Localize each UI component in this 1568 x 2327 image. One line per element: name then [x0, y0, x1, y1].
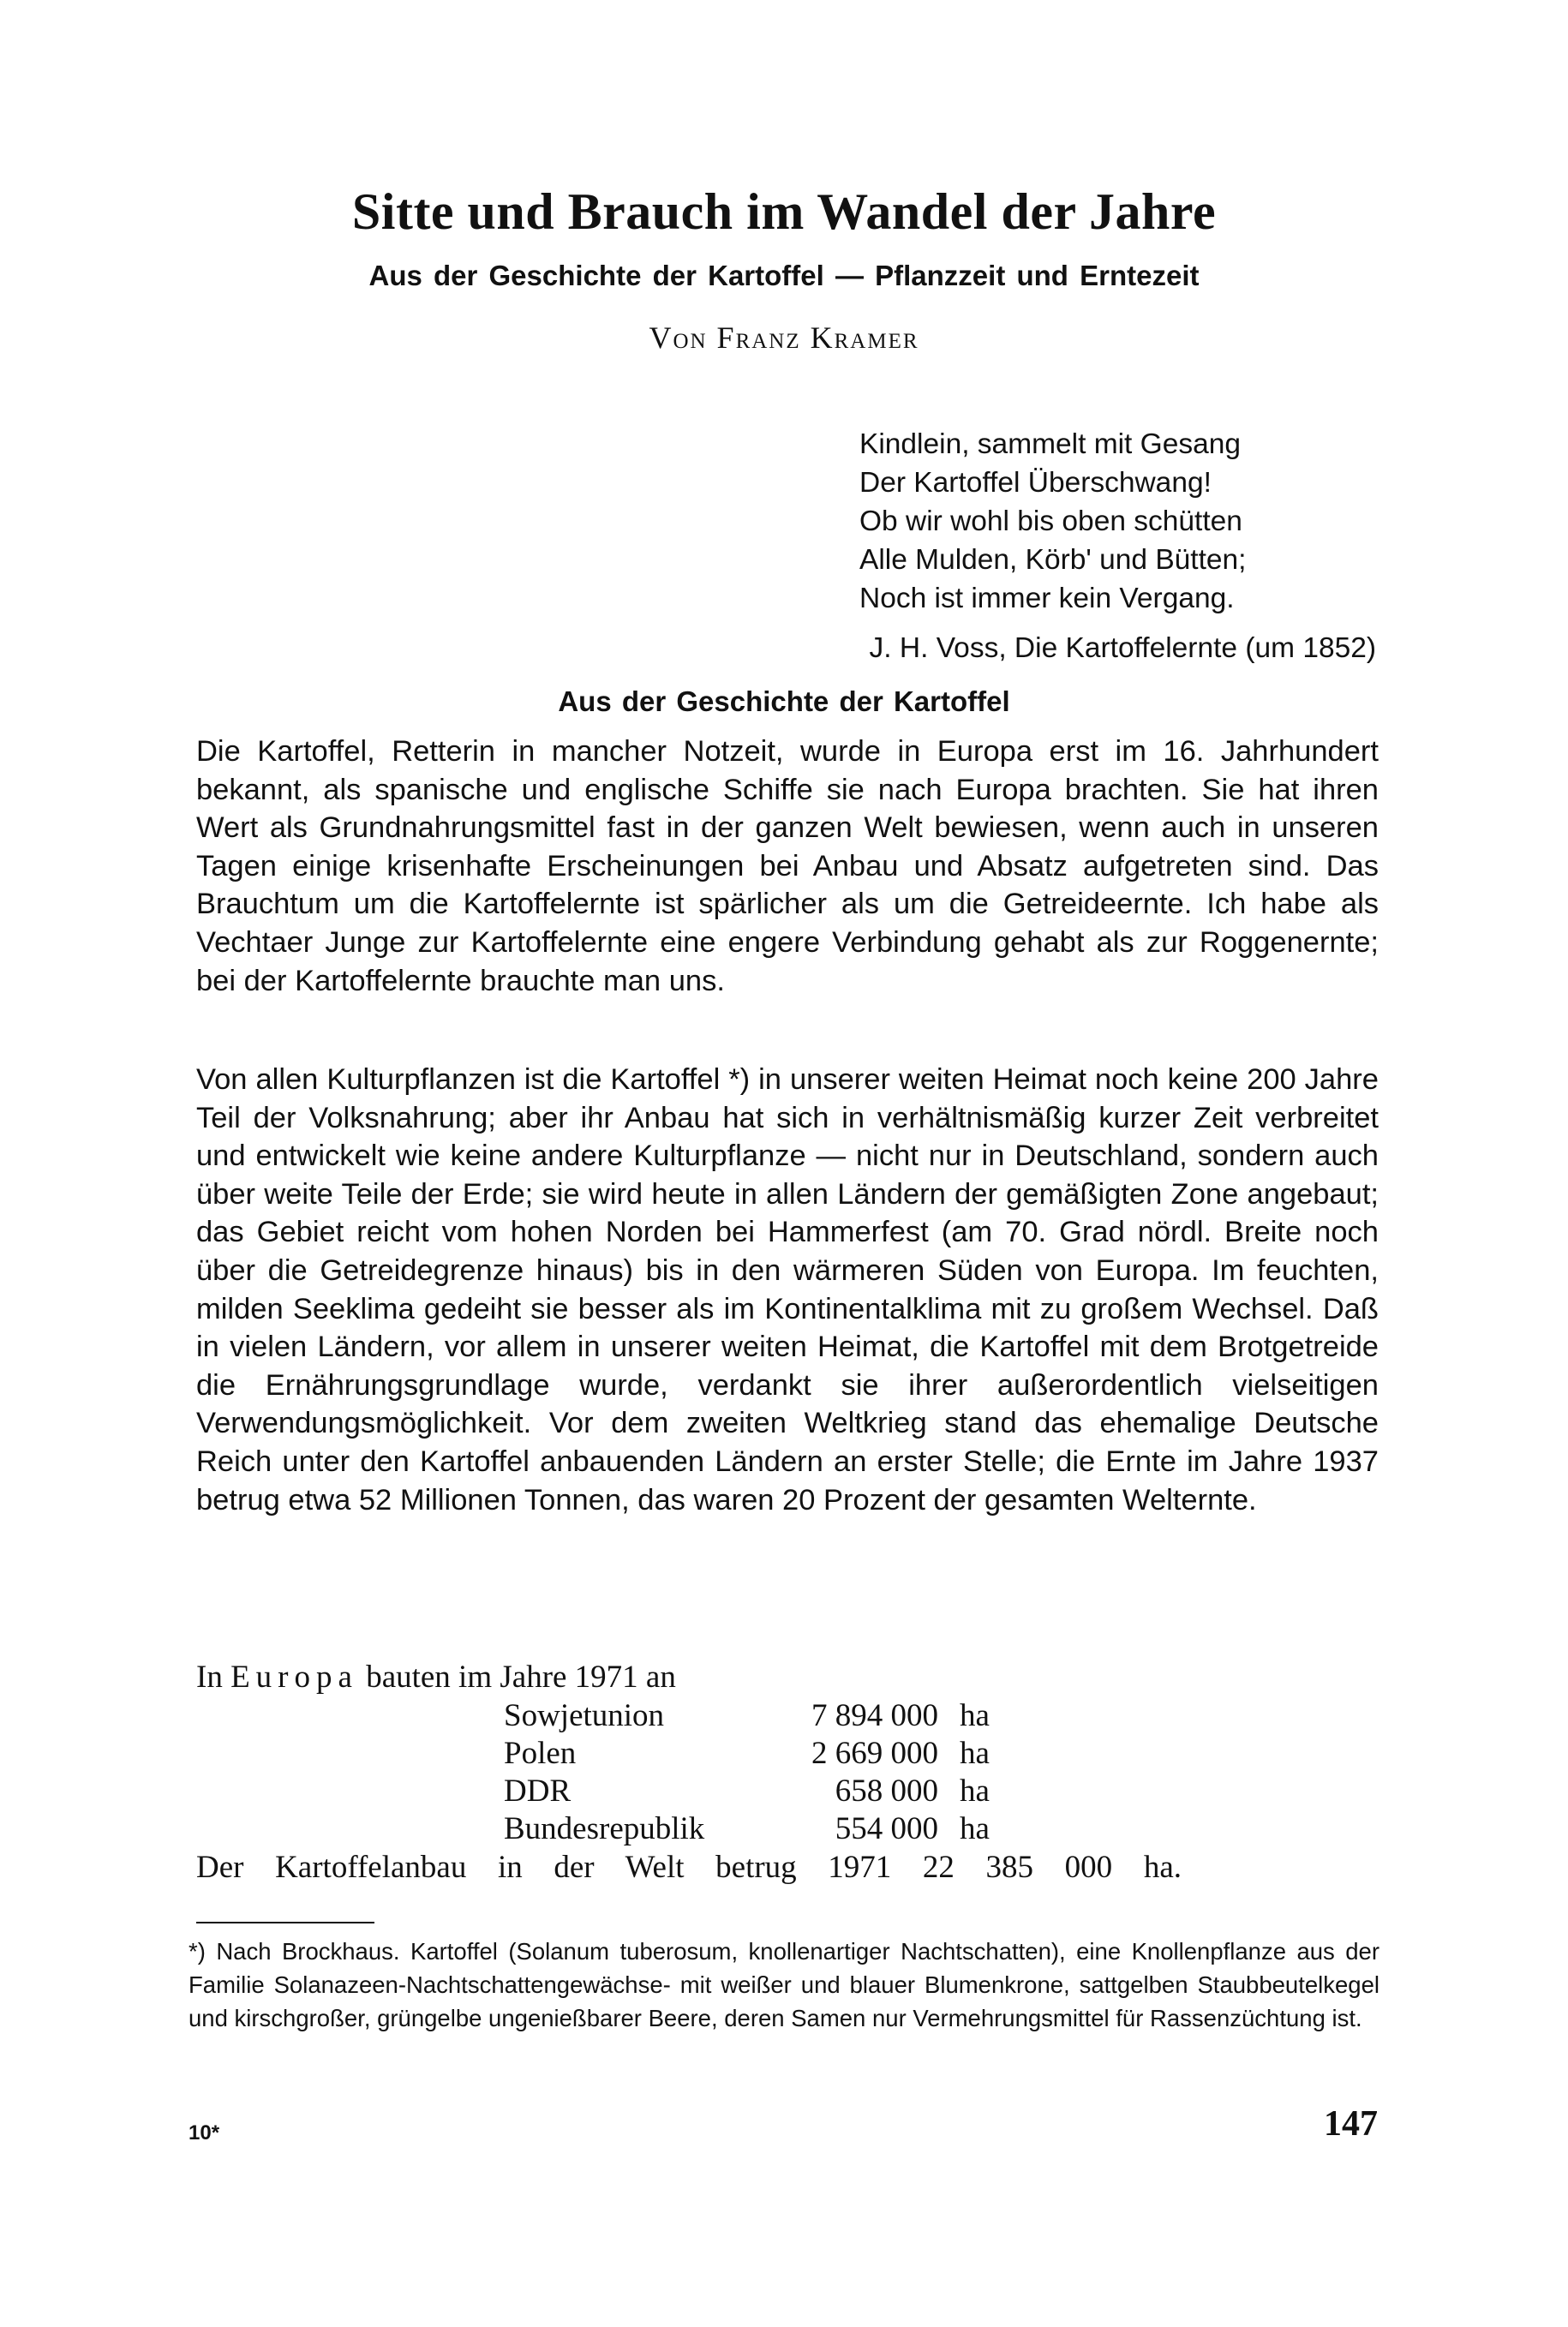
- body-paragraph: Die Kartoffel, Retterin in mancher Notzeit, wurde in Europa erst im 16. Jahrhundert bekannt, als spanische und englische Schiffe sie nach Europa brachten. Sie hat ihren Wert als Grundnahrungsmittel fast in der ganzen Welt bewiesen, wenn auch in unseren Tagen einige krisenhafte Erscheinungen bei Anbau und Absatz aufgetreten sind. Das Brauchtum um die Kartoffelernte ist spärlicher als um die Getreideernte. Ich habe als Vechtaer Junge zur Kartoffelernte eine engere Verbindung gehabt als zur Roggenernte; bei der Kartoffelernte brauchte man uns.: [196, 735, 1379, 997]
- page-title: Sitte und Brauch im Wandel der Jahre: [351, 183, 1217, 240]
- poem-line: Ob wir wohl bis oben schütten: [859, 505, 1242, 537]
- epigraph-poem: [859, 425, 1246, 618]
- table-country: DDR: [504, 1774, 572, 1809]
- table-intro-suffix: bauten im Jahre 1971 an: [366, 1660, 676, 1695]
- section-heading: Aus der Geschichte der Kartoffel: [558, 685, 1010, 717]
- author-line: Von Franz Kramer: [649, 320, 919, 355]
- table-unit: ha: [960, 1811, 990, 1846]
- footnote-rule: [196, 1922, 374, 1923]
- poem-attribution: J. H. Voss, Die Kartoffelernte (um 1852): [869, 632, 1376, 664]
- footnote: *) Nach Brockhaus. Kartoffel (Solanum tuberosum, knollenartiger Nachtschatten), eine Knollenpflanze aus der Familie Solanazeen-Nachtschattengewächse- mit weißer und blauer Blumenkrone, sattgelben Staubbeutelkegel und kirschgroßer, grüngelbe ungenießbarer Beere, deren Samen nur Vermehrungsmittel für Rassenzüchtung ist.: [189, 1938, 1379, 2031]
- table-value: 2 669 000: [811, 1736, 938, 1771]
- table-unit: ha: [960, 1698, 990, 1733]
- poem-line: Kindlein, sammelt mit Gesang: [859, 428, 1241, 460]
- table-country: Sowjetunion: [504, 1698, 665, 1733]
- page-number: 147: [1324, 2104, 1378, 2144]
- table-country: Polen: [504, 1736, 577, 1771]
- table-value: 658 000: [835, 1774, 938, 1809]
- body-paragraph: Von allen Kulturpflanzen ist die Kartoffel *) in unserer weiten Heimat noch keine 200 Jahre Teil der Volksnahrung; aber ihr Anbau hat sich in verhältnismäßig kurzer Zeit verbreitet und entwickelt wie keine andere Kulturpflanze — nicht nur in Deutschland, sondern auch über weite Teile der Erde; sie wird heute in allen Ländern der gemäßigten Zone angebaut; das Gebiet reicht vom hohen Norden bei Hammerfest (am 70. Grad nördl. Breite noch über die Getreidegrenze hinaus) bis in den wärmeren Süden von Europa. Im feuchten, milden Seeklima gedeiht sie besser als im Kontinentalklima mit zu großem Wechsel. Daß in vielen Ländern, vor allem in unserer weiten Heimat, die Kartoffel mit dem Brotgetreide die Ernährungsgrundlage wurde, verdankt sie ihrer außerordentlich vielseitigen Verwendungsmöglichkeit. Vor dem zweiten Weltkrieg stand das ehemalige Deutsche Reich unter den Kartoffel anbauenden Ländern an erster Stelle; die Ernte im Jahre 1937 betrug etwa 52 Millionen Tonnen, das waren 20 Prozent der gesamten Welternte.: [196, 1063, 1379, 1516]
- table-unit: ha: [960, 1774, 990, 1809]
- table-country: Bundesrepublik: [504, 1811, 705, 1846]
- poem-line: Alle Mulden, Körb' und Bütten;: [859, 544, 1247, 576]
- table-value: 554 000: [835, 1811, 938, 1846]
- table-unit: ha: [960, 1736, 990, 1771]
- table-total: Der Kartoffelanbau in der Welt betrug 1971 22 385 000 ha.: [196, 1850, 1182, 1885]
- signature-mark: 10*: [189, 2121, 220, 2145]
- poem-line: Der Kartoffel Überschwang!: [859, 467, 1212, 499]
- table-intro-spaced: Europa: [230, 1660, 358, 1695]
- table-intro: [196, 1659, 676, 1696]
- poem-line: Noch ist immer kein Vergang.: [859, 583, 1235, 614]
- table-value: 7 894 000: [811, 1698, 938, 1733]
- page-subtitle: Aus der Geschichte der Kartoffel — Pflanzzeit und Erntezeit: [368, 260, 1200, 291]
- table-intro-prefix: In: [196, 1660, 223, 1695]
